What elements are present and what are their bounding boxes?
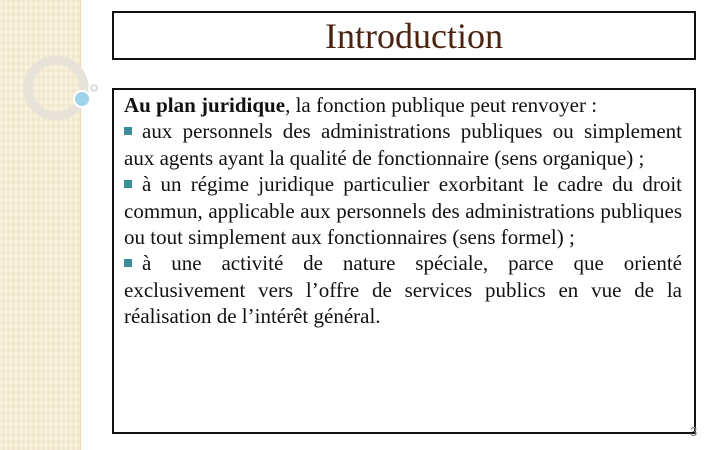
small-orb-shape [91,85,97,91]
lead-paragraph [124,92,682,118]
bullet-text: aux personnels des administrations publiques ou simplement aux agents ayant la qualité de fonctionnaire (sens organique) ; [124,119,682,170]
bullet-item [124,118,682,171]
title-box [112,11,696,60]
bullet-item [124,250,682,329]
bullet-item [124,171,682,250]
lead-text: , la fonction publique peut renvoyer : [285,93,598,117]
square-bullet-icon [124,127,132,135]
page-number: 3 [690,424,698,439]
bullet-text: à une activité de nature spéciale, parce que orienté exclusivement vers l’offre de services publics en vue de la réalisation de l’intérêt général. [124,251,682,329]
lead-bold-text: Au plan juridique [124,93,286,117]
square-bullet-icon [124,180,132,188]
ring-shape [28,60,84,116]
blue-orb-shape [74,91,90,107]
bullet-text: à un régime juridique particulier exorbitant le cadre du droit commun, applicable aux personnels des administrations publiques ou tout simplement aux fonctionnaires (sens formel) ; [124,172,682,250]
ring-orb-decoration [0,0,110,120]
slide-title: Introduction [325,15,503,56]
square-bullet-icon [124,259,132,267]
content-box [112,88,696,434]
